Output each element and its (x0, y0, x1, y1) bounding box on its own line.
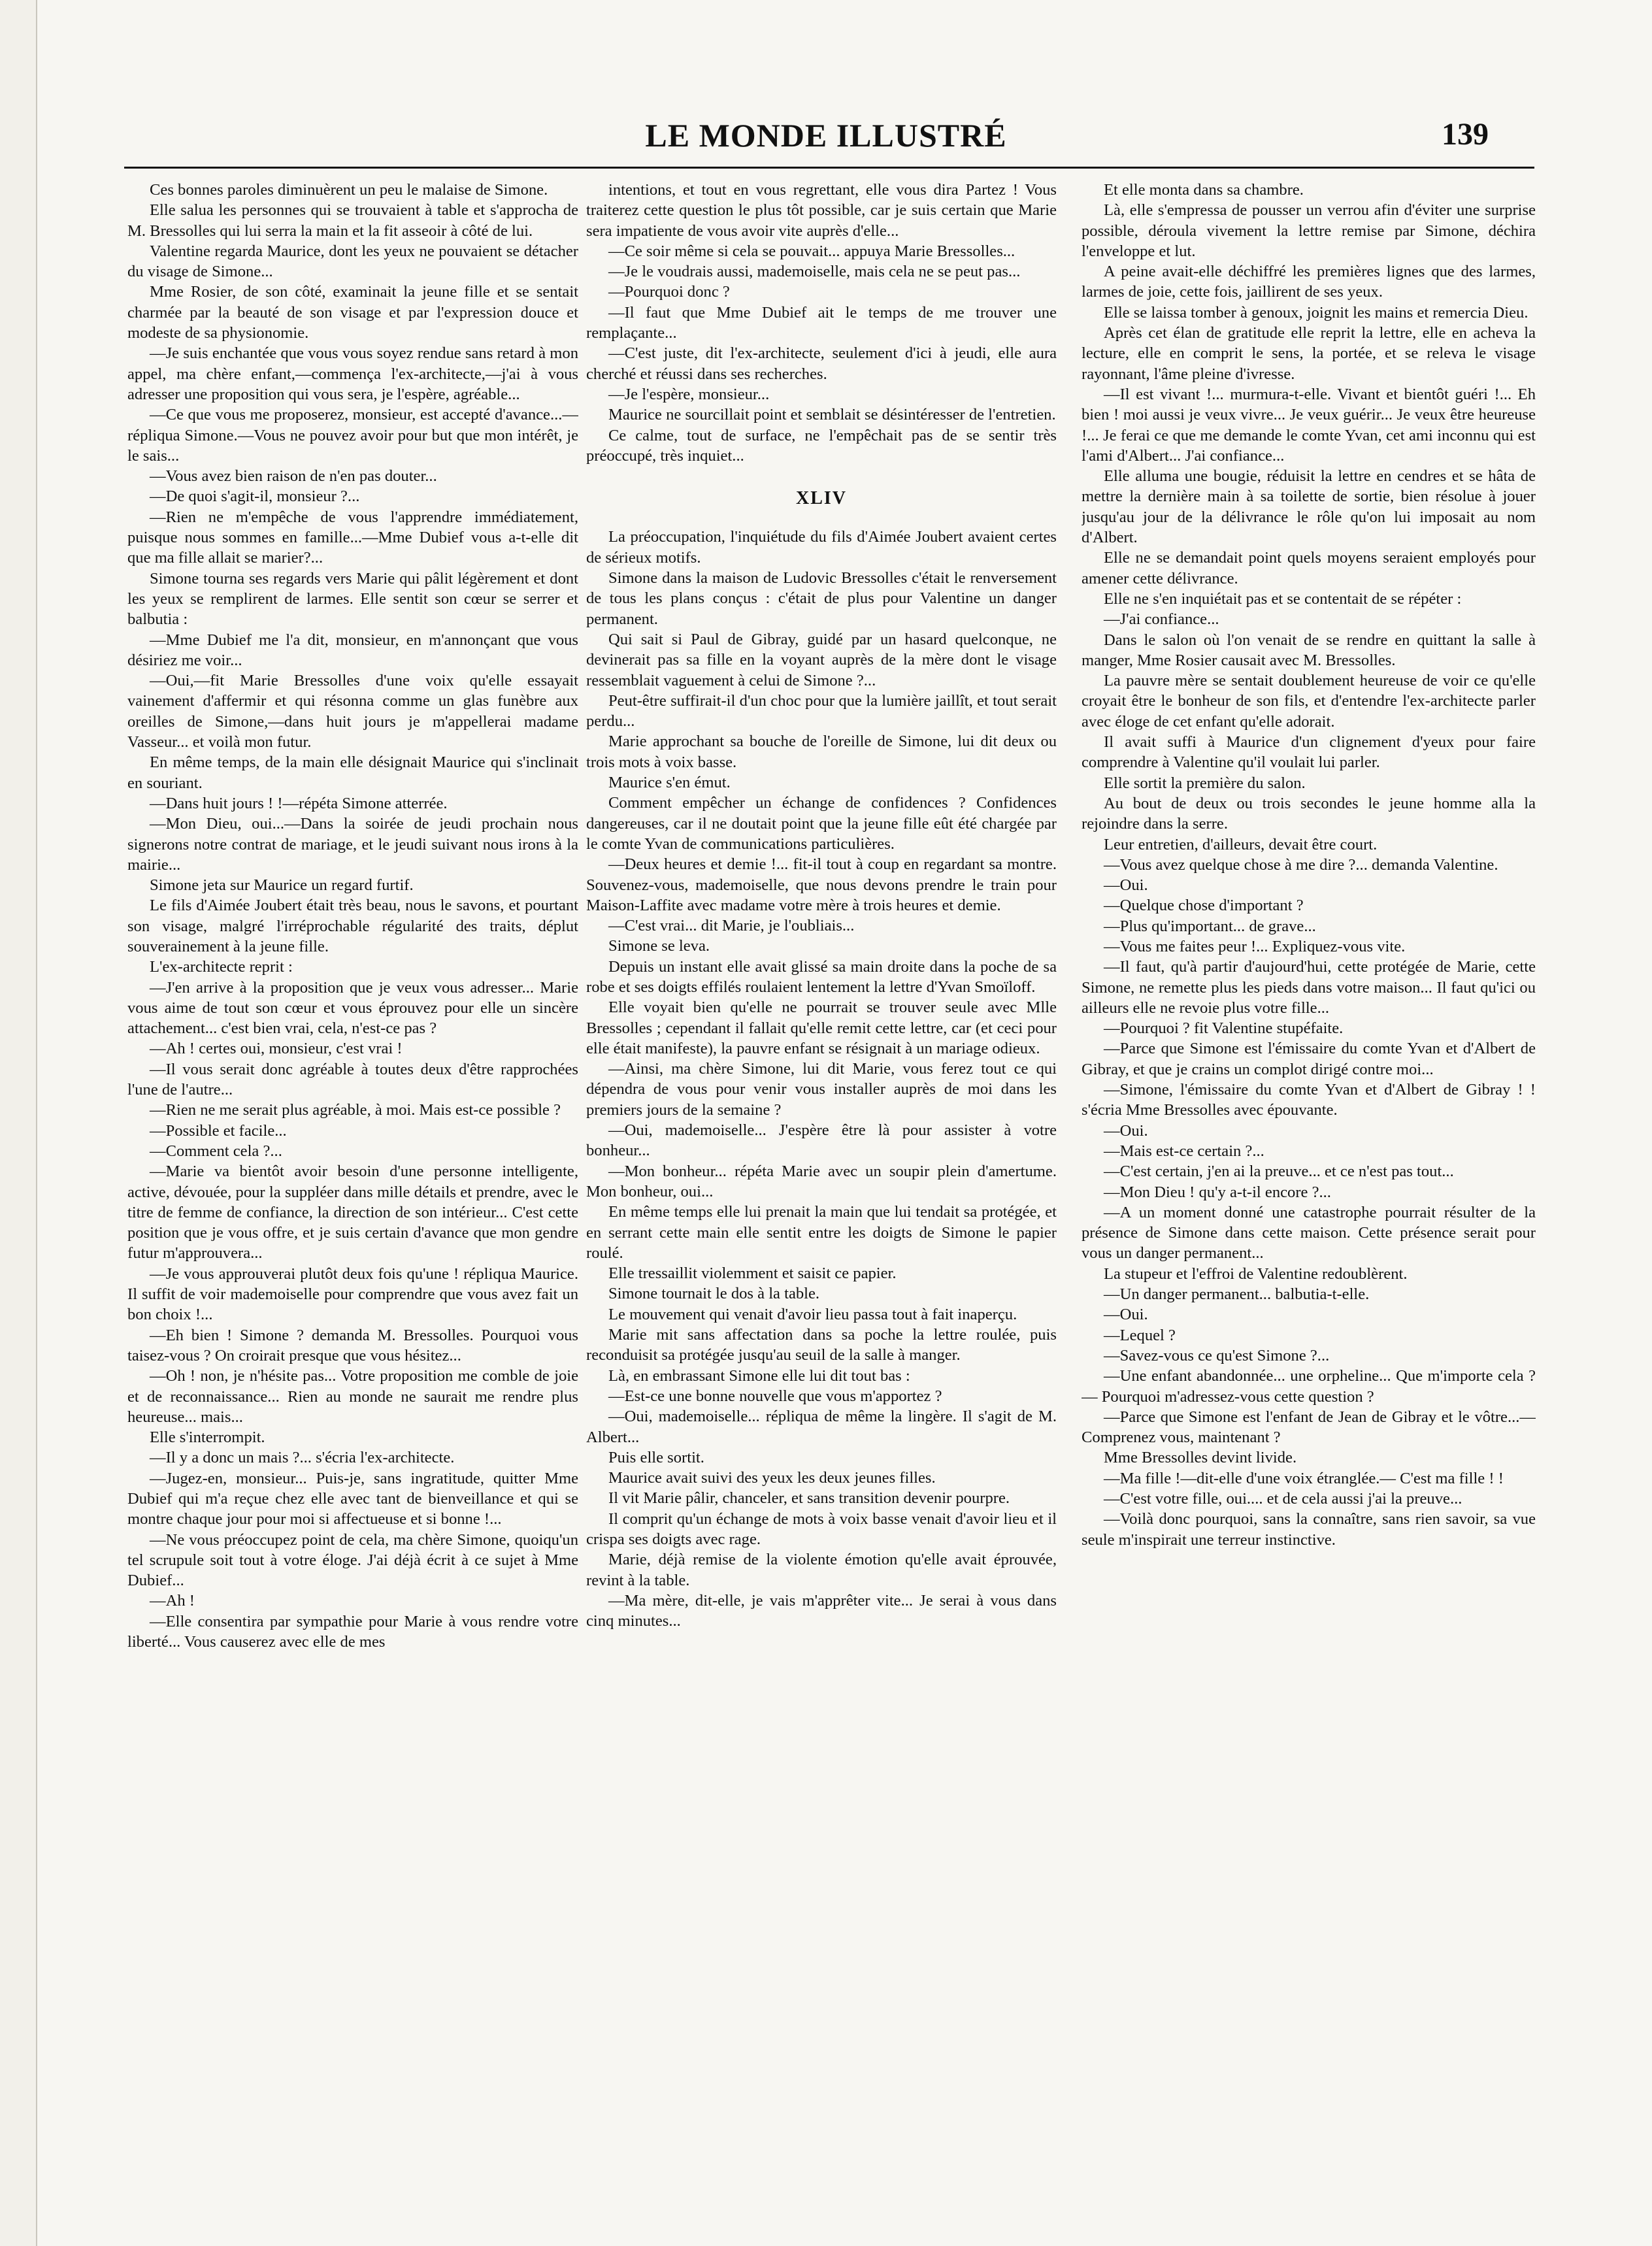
header-rule (124, 167, 1534, 169)
paragraph: —Est-ce une bonne nouvelle que vous m'apportez ? (608, 1387, 942, 1405)
column-2-text-after (586, 527, 1057, 1631)
paragraph: —Pourquoi donc ? (608, 283, 730, 301)
paragraph: Au bout de deux ou trois secondes le jeune homme alla la rejoindre dans la serre. (1082, 794, 1536, 833)
paragraph: —C'est certain, j'en ai la preuve... et ce n'est pas tout... (1104, 1163, 1454, 1181)
paragraph: Elle ne se demandait point quels moyens seraient employés pour amener cette délivrance. (1082, 549, 1536, 587)
paragraph: —Vous me faites peur !... Expliquez-vous vite. (1104, 937, 1406, 955)
paragraph: En même temps, de la main elle désignait Maurice qui s'inclinait en souriant. (127, 753, 578, 792)
paragraph: —Oui, mademoiselle... J'espère être là pour assister à votre bonheur... (586, 1121, 1057, 1160)
paragraph: Dans le salon où l'on venait de se rendre en quittant la salle à manger, Mme Rosier causait avec M. Bressolles. (1082, 631, 1536, 669)
paragraph: Puis elle sortit. (608, 1448, 704, 1466)
paragraph: Elle alluma une bougie, réduisit la lettre en cendres et se hâta de mettre la dernière main à sa toilette de sortie, bien résolue à jouer jusqu'au jour de la délivrance le rôle qu'on lui imposait au nom d'Albert. (1082, 467, 1536, 547)
paragraph: —Oui. (1104, 1121, 1148, 1140)
paragraph: —A un moment donné une catastrophe pourrait résulter de la présence de Simone dans cette maison. Cette présence serait pour vous un danger permanent... (1082, 1203, 1536, 1263)
paragraph: Simone tourna ses regards vers Marie qui pâlit légèrement et dont les yeux se remplirent de larmes. Elle sentit son cœur se serrer et balbutia : (127, 569, 578, 629)
paragraph: —Il est vivant !... murmura-t-elle. Vivant et bientôt guéri !... Eh bien ! moi aussi je veux vivre... Je veux guérir... Je veux être heureuse !... Je ferai ce que me demande le comte Yvan, cet ami inconnu qui est l'ami d'Albert... J'ai confiance... (1082, 385, 1536, 465)
paragraph: —Ne vous préoccupez point de cela, ma chère Simone, quoiqu'un tel scrupule soit tout à votre éloge. J'ai déjà écrit à ce sujet à Mme Dubief... (127, 1530, 578, 1590)
paragraph: Le fils d'Aimée Joubert était très beau, nous le savons, et pourtant son visage, malgré l'irréprochable régularité des traits, déplut souverainement à la jeune fille. (127, 897, 578, 955)
paragraph: —Ainsi, ma chère Simone, lui dit Marie, vous ferez tout ce qui dépendra de vous pour venir vous installer auprès de moi dans les premiers jours de la semaine ? (586, 1060, 1057, 1119)
paragraph: —J'en arrive à la proposition que je veux vous adresser... Marie vous aime de tout son cœur et vous éprouvez pour elle un sincère attachement... c'est bien vrai, cela, n'est-ce pas ? (127, 978, 578, 1038)
paragraph: —Ce que vous me proposerez, monsieur, est accepté d'avance...—répliqua Simone.—Vous ne pouvez avoir pour but que mon intérêt, je le sais... (127, 406, 578, 465)
paragraph: Maurice ne sourcillait point et semblait se désintéresser de l'entretien. (608, 406, 1056, 424)
paragraph: —Une enfant abandonnée... une orpheline... Que m'importe cela ?— Pourquoi m'adressez-vous cette question ? (1082, 1367, 1536, 1406)
paragraph: —Parce que Simone est l'enfant de Jean de Gibray et le vôtre...—Comprenez vous, maintenant ? (1082, 1408, 1536, 1447)
paragraph: L'ex-architecte reprit : (150, 958, 293, 976)
paragraph: Elle voyait bien qu'elle ne pourrait se trouver seule avec Mlle Bressolles ; cependant il fallait qu'elle remit cette lettre, car (et ceci pour elle était manifeste), la pauvre enfant se résignait à un mariage odieux. (586, 999, 1057, 1057)
paragraph: —Un danger permanent... balbutia-t-elle. (1104, 1285, 1370, 1304)
paragraph: —Il faut, qu'à partir d'aujourd'hui, cette protégée de Marie, cette Simone, ne remette plus les pieds dans votre maison... Il faut qu'ici ou ailleurs elle ne revoie plus votre fille... (1082, 958, 1536, 1017)
paragraph: Depuis un instant elle avait glissé sa main droite dans la poche de sa robe et ses doigts effilés roulaient lentement la lettre d'Yvan Smoïloff. (586, 957, 1057, 996)
paragraph: —Je suis enchantée que vous vous soyez rendue sans retard à mon appel, ma chère enfant,—commença l'ex-architecte,—j'ai à vous adresser une proposition qui vous sera, je l'espère, agréable... (127, 344, 578, 403)
paragraph: —Oui. (1104, 1306, 1148, 1324)
paragraph: La pauvre mère se sentait doublement heureuse de voir ce qu'elle croyait être le bonheur de son fils, et d'entendre l'ex-architecte parler avec éloge de cet enfant qu'elle adorait. (1082, 672, 1536, 731)
paragraph: Simone jeta sur Maurice un regard furtif. (150, 876, 414, 895)
paragraph: —Oui,—fit Marie Bressolles d'une voix qu'elle essayait vainement d'affermir et qui résonna comme un glas funèbre aux oreilles de Simone,—dans huit jours je m'appellerai madame Vasseur... et voilà mon futur. (127, 672, 578, 751)
paragraph: —Plus qu'important... de grave... (1104, 917, 1316, 935)
paragraph: Valentine regarda Maurice, dont les yeux ne pouvaient se détacher du visage de Simone... (127, 242, 578, 281)
paragraph: A peine avait-elle déchiffré les premières lignes que des larmes, larmes de joie, cette fois, jaillirent de ses yeux. (1082, 263, 1536, 301)
paragraph: Ce calme, tout de surface, ne l'empêchait pas de se sentir très préoccupé, très inquiet... (586, 426, 1057, 465)
paragraph: Maurice avait suivi des yeux les deux jeunes filles. (608, 1469, 936, 1487)
paragraph: —Oui, mademoiselle... répliqua de même la lingère. Il s'agit de M. Albert... (586, 1408, 1057, 1446)
paragraph: —Mon Dieu, oui...—Dans la soirée de jeudi prochain nous signerons notre contrat de mariage, et le jeudi suivant nous irons à la mairie... (127, 815, 578, 874)
paragraph: Marie mit sans affectation dans sa poche la lettre roulée, puis reconduisit sa protégée jusqu'au seuil de la salle à manger. (586, 1326, 1057, 1364)
paragraph: —Quelque chose d'important ? (1104, 897, 1304, 915)
paragraph: Il vit Marie pâlir, chanceler, et sans transition devenir pourpre. (608, 1489, 1010, 1508)
paragraph: Elle salua les personnes qui se trouvaient à table et s'approcha de M. Bressolles qui lui serra la main et la fit asseoir à côté de lui. (127, 201, 578, 240)
paragraph: —Il y a donc un mais ?... s'écria l'ex-architecte. (150, 1449, 455, 1467)
paragraph: —C'est juste, dit l'ex-architecte, seulement d'ici à jeudi, elle aura cherché et réussi dans ses recherches. (586, 344, 1057, 383)
paragraph: —Ce soir même si cela se pouvait... appuya Marie Bressolles... (608, 242, 1016, 260)
column-2-text-before (586, 180, 1057, 466)
paragraph: —Marie va bientôt avoir besoin d'une personne intelligente, active, dévouée, pour la suppléer dans mille détails et prendre, avec le titre de femme de confiance, la direction de son intérieur... C'est cette position que je vous offre, et je suis certain d'avance que mon gendre futur m'approuvera... (127, 1163, 578, 1263)
paragraph: Elle s'interrompit. (150, 1429, 265, 1447)
paragraph: La préoccupation, l'inquiétude du fils d'Aimée Joubert avaient certes de sérieux motifs. (586, 528, 1057, 567)
column-1 (127, 180, 578, 2225)
paragraph: —Mme Dubief me l'a dit, monsieur, en m'annonçant que vous désiriez me voir... (127, 631, 578, 669)
paragraph: Après cet élan de gratitude elle reprit la lettre, elle en acheva la lecture, elle en comprit le sens, la portée, et se releva le visage rayonnant, l'âme pleine d'ivresse. (1082, 324, 1536, 383)
paragraph: —Oui. (1104, 876, 1148, 895)
paragraph: —De quoi s'agit-il, monsieur ?... (150, 487, 360, 506)
paragraph: —Ah ! certes oui, monsieur, c'est vrai ! (150, 1040, 403, 1058)
paragraph: —Parce que Simone est l'émissaire du comte Yvan et d'Albert de Gibray, et que je crains un complot dirigé contre moi... (1082, 1040, 1536, 1078)
paragraph: —Vous avez quelque chose à me dire ?... demanda Valentine. (1104, 855, 1498, 874)
paragraph: —C'est votre fille, oui.... et de cela aussi j'ai la preuve... (1104, 1490, 1462, 1508)
paragraph: Mme Rosier, de son côté, examinait la jeune fille et se sentait charmée par la beauté de son visage et par l'expression douce et modeste de sa physionomie. (127, 283, 578, 342)
column-3 (1082, 180, 1536, 2225)
paragraph: Simone dans la maison de Ludovic Bressolles c'était le renversement de tous les plans conçus : c'était de plus pour Valentine un danger permanent. (586, 569, 1057, 628)
paragraph: Leur entretien, d'ailleurs, devait être court. (1104, 835, 1378, 853)
paragraph: —Mon Dieu ! qu'y a-t-il encore ?... (1104, 1183, 1331, 1201)
paragraph: Ces bonnes paroles diminuèrent un peu le malaise de Simone. (150, 181, 548, 199)
page-number: 139 (1442, 117, 1489, 152)
paragraph: —Elle consentira par sympathie pour Marie à vous rendre votre liberté... Vous causerez avec elle de mes (127, 1612, 578, 1651)
paragraph: —Deux heures et demie !... fit-il tout à coup en regardant sa montre. Souvenez-vous, mademoiselle, que nous devons prendre le train pour Maison-Laffite avec madame votre mère à trois heures et demie. (586, 855, 1057, 914)
paragraph: —Je l'espère, monsieur... (608, 385, 770, 403)
paragraph: Mme Bressolles devint livide. (1104, 1449, 1297, 1467)
paragraph: —C'est vrai... dit Marie, je l'oubliais... (608, 917, 855, 935)
paragraph: Il avait suffi à Maurice d'un clignement d'yeux pour faire comprendre à Valentine qu'il voulait lui parler. (1082, 733, 1536, 772)
paragraph: Peut-être suffirait-il d'un choc pour que la lumière jaillît, et tout serait perdu... (586, 691, 1057, 731)
paragraph: Le mouvement qui venait d'avoir lieu passa tout à fait inaperçu. (608, 1305, 1017, 1323)
paragraph: —Voilà donc pourquoi, sans la connaître, sans rien savoir, sa vue seule m'inspirait une terreur instinctive. (1082, 1510, 1536, 1549)
masthead-title: LE MONDE ILLUSTRÉ (645, 117, 1007, 154)
paragraph: La stupeur et l'effroi de Valentine redoublèrent. (1104, 1264, 1408, 1283)
paragraph: —Pourquoi ? fit Valentine stupéfaite. (1104, 1019, 1344, 1038)
paragraph: Simone se leva. (608, 937, 710, 955)
paragraph: Marie, déjà remise de la violente émotion qu'elle avait éprouvée, revint à la table. (586, 1551, 1057, 1589)
paragraph: Et elle monta dans sa chambre. (1104, 181, 1304, 199)
paragraph: Comment empêcher un échange de confidences ? Confidences dangereuses, car il ne doutait point que la jeune fille eût été chargée par le comte Yvan de communications particulières. (586, 794, 1057, 853)
paragraph: —Il faut que Mme Dubief ait le temps de me trouver une remplaçante... (586, 303, 1057, 342)
chapter-heading: XLIV (795, 488, 847, 509)
paragraph: —J'ai confiance... (1104, 610, 1219, 629)
paragraph: —Ah ! (150, 1592, 195, 1610)
paragraph: —Possible et facile... (150, 1121, 287, 1140)
paragraph: Il comprit qu'un échange de mots à voix basse venait d'avoir lieu et il crispa ses doigts avec rage. (586, 1510, 1057, 1548)
paragraph: —Oh ! non, je n'hésite pas... Votre proposition me comble de joie et de reconnaissance... Rien au monde ne saurait me rendre plus heureuse... mais... (127, 1367, 578, 1426)
paragraph: —Comment cela ?... (150, 1142, 282, 1160)
column-2 (586, 180, 1057, 2225)
paragraph: —Mais est-ce certain ?... (1104, 1142, 1264, 1160)
paragraph: —Rien ne me serait plus agréable, à moi. Mais est-ce possible ? (150, 1101, 561, 1119)
paragraph: —Mon bonheur... répéta Marie avec un soupir plein d'amertume. Mon bonheur, oui... (586, 1162, 1057, 1200)
paragraph: —Lequel ? (1104, 1326, 1176, 1344)
paragraph: —Vous avez bien raison de n'en pas douter... (150, 467, 437, 486)
binding-margin (0, 0, 37, 2246)
paragraph: Simone tournait le dos à la table. (608, 1285, 820, 1303)
paragraph: —Eh bien ! Simone ? demanda M. Bressolles. Pourquoi vous taisez-vous ? On croirait presque que vous hésitez... (127, 1326, 578, 1364)
paragraph: Là, en embrassant Simone elle lui dit tout bas : (608, 1366, 910, 1385)
paragraph: Maurice s'en émut. (608, 774, 731, 792)
paragraph: —Simone, l'émissaire du comte Yvan et d'Albert de Gibray ! ! s'écria Mme Bressolles avec épouvante. (1082, 1081, 1536, 1119)
paragraph: Là, elle s'empressa de pousser un verrou afin d'éviter une surprise possible, déroula vivement la lettre remise par Simone, déchira l'enveloppe et lut. (1082, 201, 1536, 260)
paragraph: En même temps elle lui prenait la main que lui tendait sa protégée, et en serrant cette main elle sentit entre les doigts de Simone le papier roulé. (586, 1203, 1057, 1262)
paragraph: —Rien ne m'empêche de vous l'apprendre immédiatement, puisque nous sommes en famille...—Mme Dubief vous a-t-elle dit que ma fille allait se marier?... (127, 508, 578, 567)
paragraph: —Je le voudrais aussi, mademoiselle, mais cela ne se peut pas... (608, 263, 1021, 281)
paragraph: —Savez-vous ce qu'est Simone ?... (1104, 1346, 1330, 1364)
page-header (46, 98, 1606, 157)
paragraph: —Ma mère, dit-elle, je vais m'apprêter vite... Je serai à vous dans cinq minutes... (586, 1591, 1057, 1630)
paragraph: —Ma fille !—dit-elle d'une voix étranglée.— C'est ma fille ! ! (1104, 1469, 1504, 1487)
paragraph: —Jugez-en, monsieur... Puis-je, sans ingratitude, quitter Mme Dubief qui m'a reçue chez elle avec tant de bienveillance et qui se montre chaque jour pour moi si affectueuse et si bonne !... (127, 1469, 578, 1528)
paragraph: —Dans huit jours ! !—répéta Simone atterrée. (150, 794, 448, 812)
paragraph: Elle tressaillit violemment et saisit ce papier. (608, 1264, 897, 1283)
paragraph: Qui sait si Paul de Gibray, guidé par un hasard quelconque, ne devinerait pas sa fille en la voyant auprès de la mère dont le visage ressemblait vaguement à celui de Simone ?... (586, 630, 1057, 689)
paragraph: —Il vous serait donc agréable à toutes deux d'être rapprochées l'une de l'autre... (127, 1060, 578, 1099)
paragraph: Marie approchant sa bouche de l'oreille de Simone, lui dit deux ou trois mots à voix basse. (586, 733, 1057, 771)
paragraph: Elle sortit la première du salon. (1104, 774, 1306, 792)
paragraph: —Je vous approuverai plutôt deux fois qu'une ! répliqua Maurice. Il suffit de voir mademoiselle pour comprendre que vous avez fait un bon choix !... (127, 1264, 578, 1324)
paragraph: Elle se laissa tomber à genoux, joignit les mains et remercia Dieu. (1104, 303, 1528, 322)
paragraph: Elle ne s'en inquiétait pas et se contentait de se répéter : (1104, 589, 1462, 608)
paragraph: intentions, et tout en vous regrettant, elle vous dira Partez ! Vous traiterez cette question le plus tôt possible, car je suis certain que Marie sera impatiente de vous avoir vite auprès d'elle... (586, 181, 1057, 240)
